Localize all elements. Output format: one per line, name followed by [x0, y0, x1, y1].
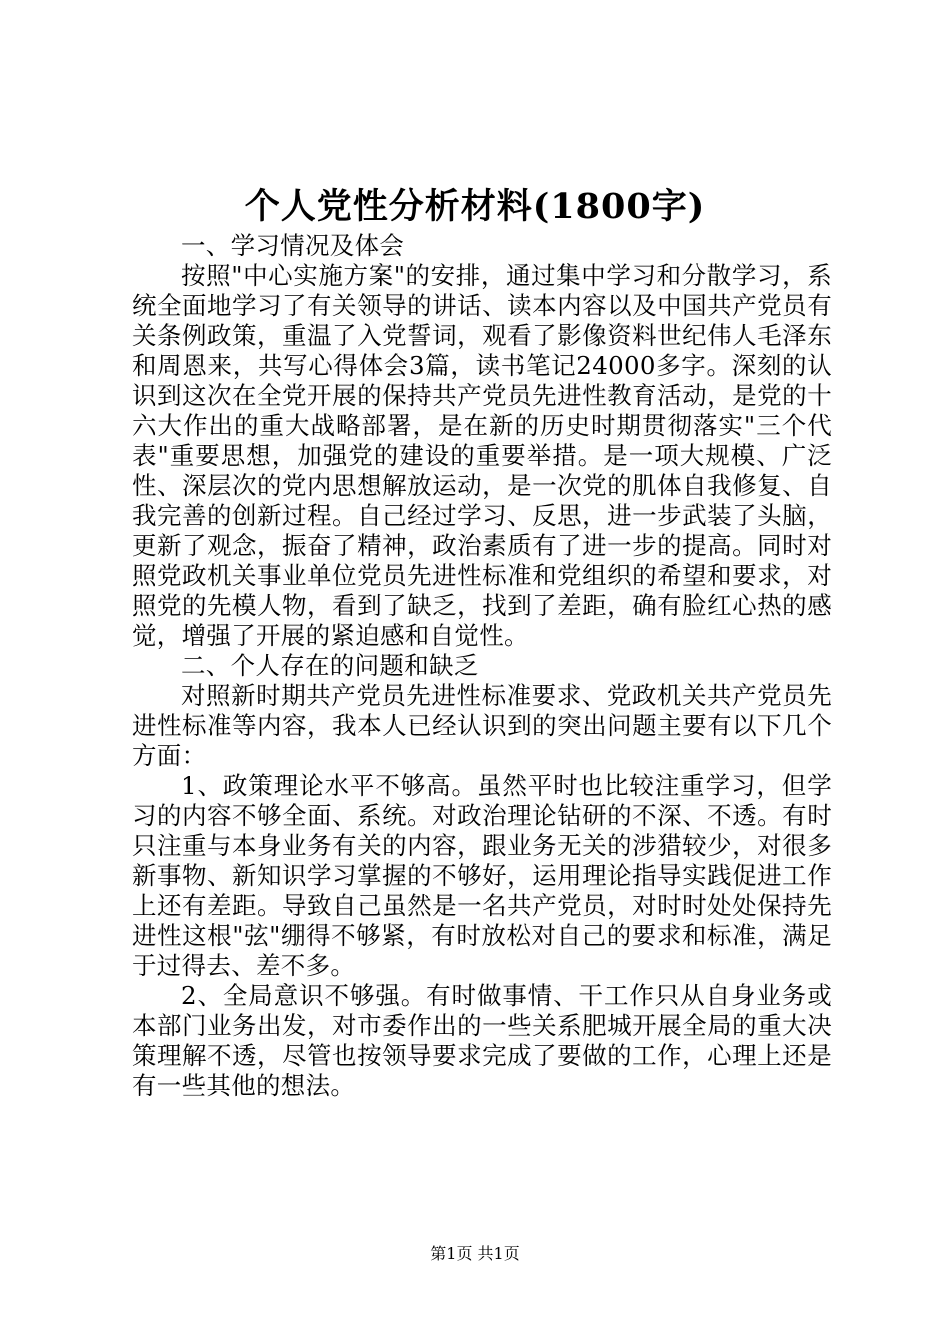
paragraph: 对照新时期共产党员先进性标准要求、党政机关共产党员先进性标准等内容，我本人已经认识到的突出问题主要有以下几个方面： — [132, 681, 832, 770]
document-body — [132, 231, 832, 1101]
document-title: 个人党性分析材料(1800字) — [244, 186, 706, 227]
page-footer: 第1页 共1页 — [430, 1244, 520, 1263]
section-heading-2: 二、个人存在的问题和缺乏 — [181, 651, 479, 680]
paragraph: 按照"中心实施方案"的安排，通过集中学习和分散学习，系统全面地学习了有关领导的讲话、读本内容以及中国共产党员有关条例政策，重温了入党誓词，观看了影像资料世纪伟人毛泽东和周恩来，共写心得体会3篇，读书笔记24000多字。深刻的认识到这次在全党开展的保持共产党员先进性教育活动，是党的十六大作出的重大战略部署，是在新的历史时期贯彻落实"三个代表"重要思想，加强党的建设的重要举措。是一项大规模、广泛性、深层次的党内思想解放运动，是一次党的肌体自我修复、自我完善的创新过程。自己经过学习、反思，进一步武装了头脑，更新了观念，振奋了精神，政治素质有了进一步的提高。同时对照党政机关事业单位党员先进性标准和党组织的希望和要求，对照党的先模人物，看到了缺乏，找到了差距，确有脸红心热的感觉，增强了开展的紧迫感和自觉性。 — [132, 261, 832, 650]
paragraph: 1、政策理论水平不够高。虽然平时也比较注重学习，但学习的内容不够全面、系统。对政治理论钻研的不深、不透。有时只注重与本身业务有关的内容，跟业务无关的涉猎较少，对很多新事物、新知识学习掌握的不够好，运用理论指导实践促进工作上还有差距。导致自己虽然是一名共产党员，对时时处处保持先进性这根"弦"绷得不够紧，有时放松对自己的要求和标准，满足于过得去、差不多。 — [132, 771, 832, 980]
paragraph: 2、全局意识不够强。有时做事情、干工作只从自身业务或本部门业务出发，对市委作出的一些关系肥城开展全局的重大决策理解不透，尽管也按领导要求完成了要做的工作，心理上还是有一些其他的想法。 — [132, 981, 832, 1100]
section-heading-1: 一、学习情况及体会 — [181, 231, 405, 260]
